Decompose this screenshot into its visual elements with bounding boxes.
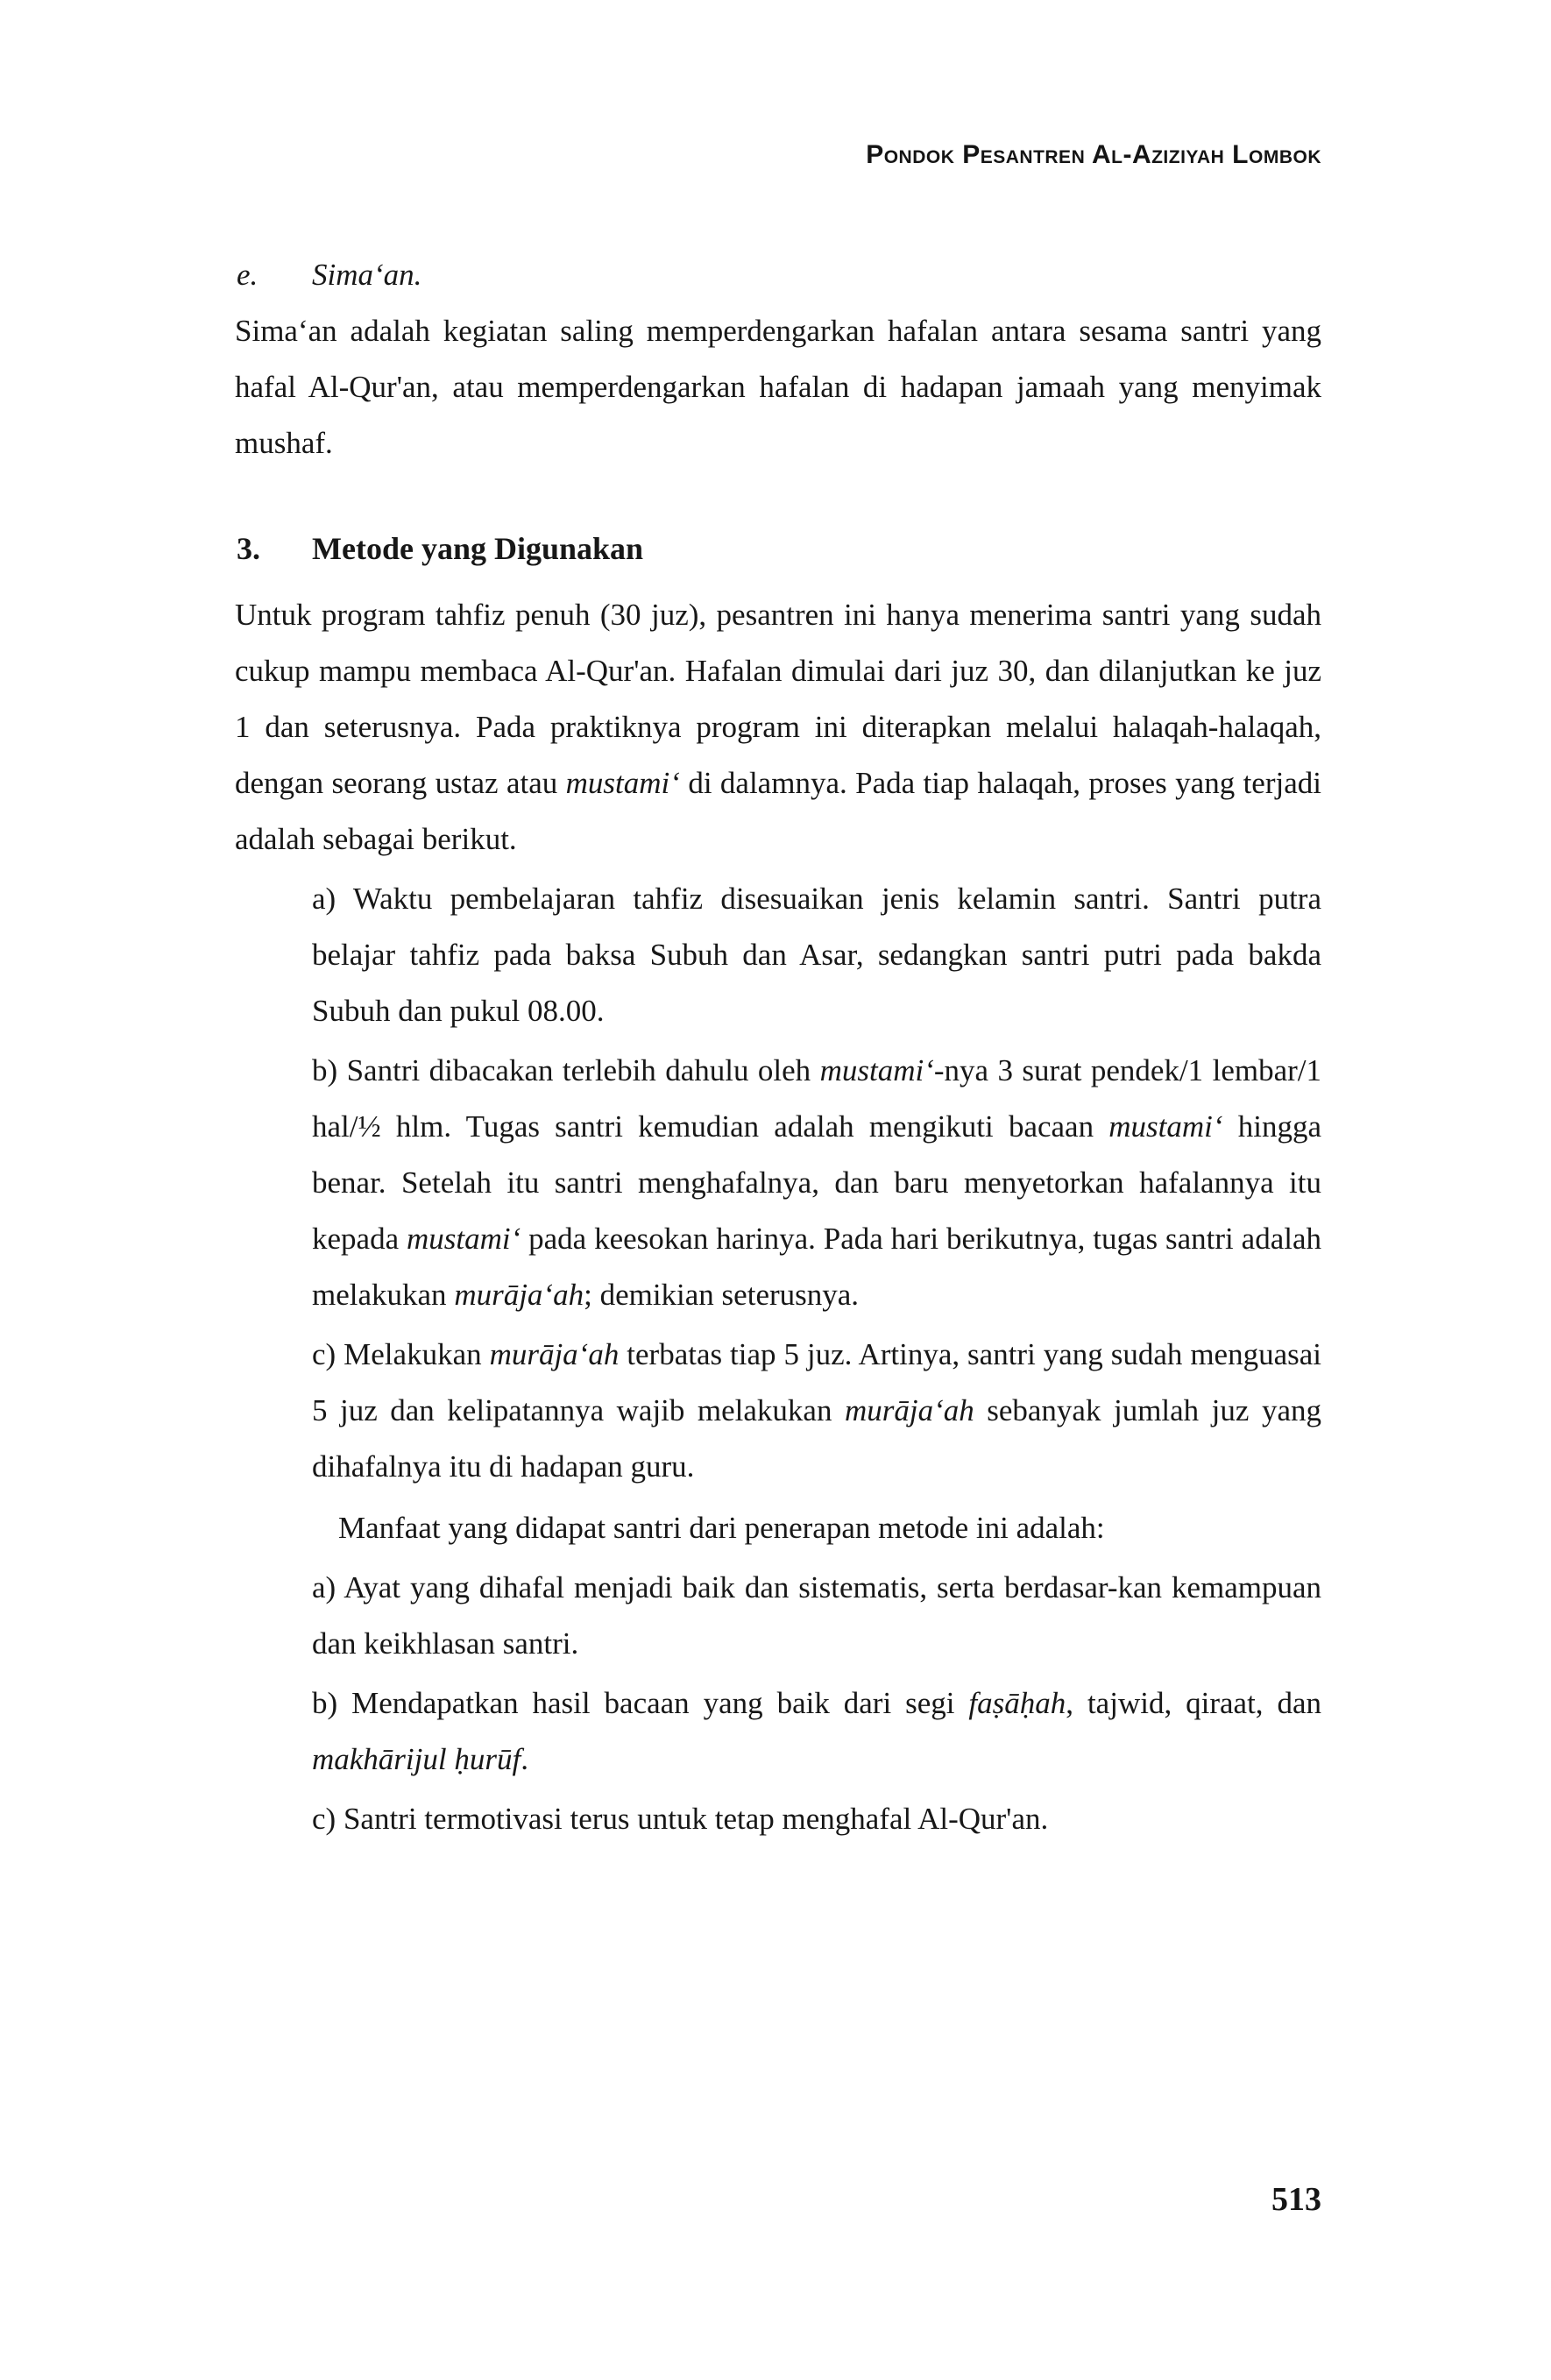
- list-item: [235, 1675, 1321, 1788]
- list-item: [235, 1043, 1321, 1323]
- list-item-label: c): [312, 1802, 336, 1836]
- page-number: 513: [1271, 2181, 1321, 2218]
- page-body: [235, 247, 1321, 1847]
- list-item-e: [235, 247, 1321, 303]
- list-item-label: b): [312, 1686, 338, 1720]
- list-item-text: Ayat yang dihafal menjadi baik dan sistematis, serta berdasar-kan kemampuan dan keikhlasan santri.: [312, 1570, 1321, 1661]
- section-number: 3.: [237, 531, 260, 566]
- simaan-paragraph: Sima‘an adalah kegiatan saling memperdengarkan hafalan antara sesama santri yang hafal Al-Qur'an, atau memperdengarkan hafalan di hadapan jamaah yang menyimak mushaf.: [235, 314, 1321, 460]
- running-head: Pondok Pesantren Al-Aziziyah Lombok: [866, 140, 1321, 169]
- list-item-e-label: e.: [237, 258, 258, 292]
- list-item-label: a): [312, 1570, 336, 1604]
- section-title: Metode yang Digunakan: [312, 531, 644, 566]
- list-item: [235, 871, 1321, 1039]
- list-item-text: Waktu pembelajaran tahfiz disesuaikan jenis kelamin santri. Santri putra belajar tahfiz pada baksa Subuh dan Asar, sedangkan santri putri pada bakda Subuh dan pukul 08.00.: [312, 882, 1321, 1028]
- list-item-text: Mendapatkan hasil bacaan yang baik dari segi faṣāḥah, tajwid, qiraat, dan makhārijul ḥurūf.: [312, 1686, 1322, 1776]
- list-item-text: Santri dibacakan terlebih dahulu oleh mustami‘-nya 3 surat pendek/1 lembar/1 hal/½ hlm. Tugas santri kemudian adalah mengikuti bacaan mustami‘ hingga benar. Setelah itu santri menghafalnya, dan baru menyetorkan hafalannya itu kepada mustami‘ pada keesokan harinya. Pada hari berikutnya, tugas santri adalah melakukan murāja‘ah; demikian seterusnya.: [312, 1053, 1322, 1312]
- list-item-text: Melakukan murāja‘ah terbatas tiap 5 juz. Artinya, santri yang sudah menguasai 5 juz dan kelipatannya wajib melakukan murāja‘ah sebanyak jumlah juz yang dihafalnya itu di hadapan guru.: [312, 1337, 1322, 1484]
- list-item-label: a): [312, 882, 336, 916]
- benefits-intro-paragraph: Manfaat yang didapat santri dari penerapan metode ini adalah:: [338, 1511, 1105, 1545]
- benefits-list: [235, 1560, 1321, 1847]
- list-item-e-title: Sima‘an.: [312, 258, 422, 292]
- section-heading: [235, 521, 1321, 577]
- method-steps-list: [235, 871, 1321, 1495]
- method-intro-paragraph: Untuk program tahfiz penuh (30 juz), pesantren ini hanya menerima santri yang sudah cukup mampu membaca Al-Qur'an. Hafalan dimulai dari juz 30, dan dilanjutkan ke juz 1 dan seterusnya. Pada praktiknya program ini diterapkan melalui halaqah-halaqah, dengan seorang ustaz atau mustami‘ di dalamnya. Pada tiap halaqah, proses yang terjadi adalah sebagai berikut.: [235, 598, 1321, 856]
- list-item-label: c): [312, 1337, 336, 1371]
- list-item: [235, 1791, 1321, 1847]
- list-item: [235, 1560, 1321, 1672]
- list-item: [235, 1327, 1321, 1495]
- list-item-text: Santri termotivasi terus untuk tetap menghafal Al-Qur'an.: [343, 1802, 1049, 1836]
- list-item-label: b): [312, 1053, 338, 1087]
